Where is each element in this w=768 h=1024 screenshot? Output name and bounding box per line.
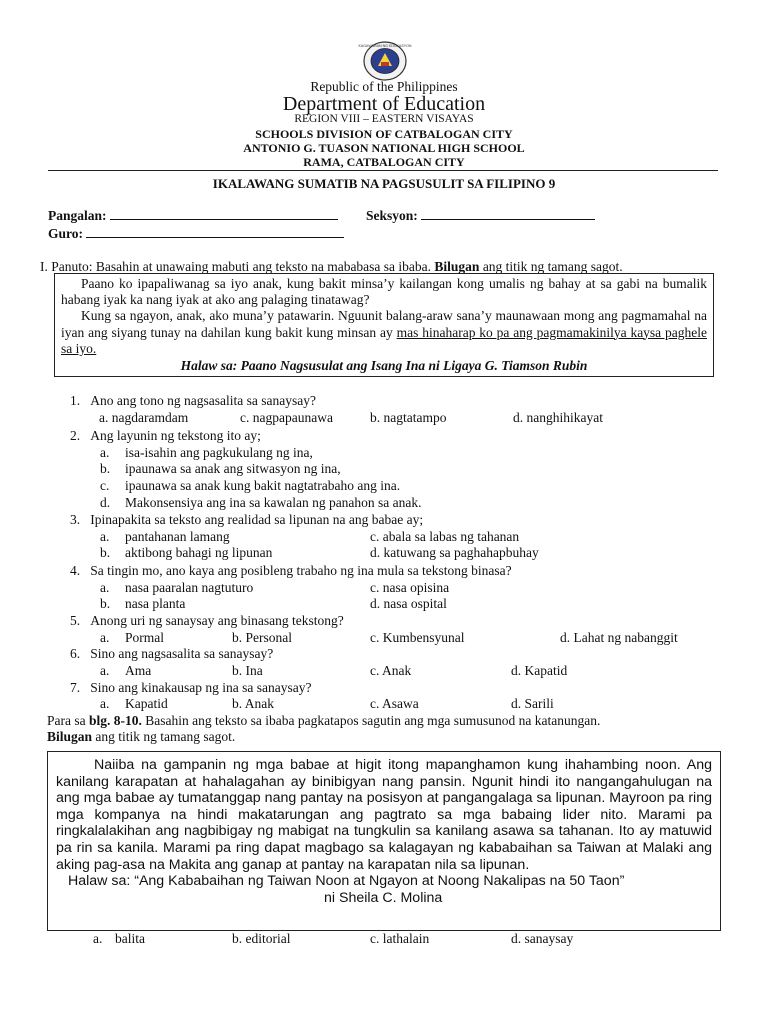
seal-text: KAGAWARAN NG EDUKASYON (358, 44, 412, 48)
department-title: Department of Education (282, 93, 486, 115)
q7-choice-b[interactable]: b. Anak (232, 696, 274, 711)
division-line: SCHOOLS DIVISION OF CATBALOGAN CITY (255, 127, 513, 141)
region-line: REGION VIII – EASTERN VISAYAS (294, 113, 474, 125)
school-line: ANTONIO G. TUASON NATIONAL HIGH SCHOOL (243, 141, 525, 155)
q1-choice-c[interactable]: c. nagpapaunawa (240, 410, 333, 425)
passage-2-text: Naiiba na gampanin ng mga babae at higit itong mapanghamon kung ihahambing noon. Ang kanilang karapatan at hahalagahan ay binibigyan nang pansin. Ngunit hindi ito nangangahulugan na ang mga babae ay tumatanggap nang pantay na posisyon at pangangalaga sa lipunan. Mayroon pa ring mga kompanya na hindi makatarungan ang pagtrato sa mga babaing lider nito. Marami pa ringkalalakihan ang nagbibigay ng mabigat na tungkulin sa kanilang asawa sa tahanan. Ito ay matuwid pa rin sa kanila. Marami pa ring dapat magbago sa kalagayan ng kababaihan sa Taiwan at Malaki ang aking pag-asa na Makita ang ganap at pantay na karapatan nila sa lipunan. (56, 757, 712, 873)
question-4: 4. Sa tingin mo, ano kaya ang posibleng trabaho ng ina mula sa tekstong binasa? (70, 563, 512, 578)
instruction-number: I. (40, 259, 48, 274)
section-label: Seksyon: (366, 208, 418, 223)
q4-choice-b[interactable]: b. nasa planta (100, 596, 186, 611)
name-blank[interactable] (110, 208, 338, 220)
passage-1-source: Halaw sa: Paano Nagsusulat ang Isang Ina ni Ligaya G. Tiamson Rubin (180, 357, 588, 373)
teacher-label: Guro: (48, 226, 84, 241)
q1-choice-a[interactable]: a. nagdaramdam (99, 410, 189, 425)
q6-choice-b[interactable]: b. Ina (232, 663, 263, 678)
deped-seal-logo (358, 40, 412, 82)
header-divider (48, 170, 718, 171)
q2-choice-c[interactable]: c. ipaunawa sa anak kung bakit nagtatrabaho ang ina. (100, 478, 401, 493)
passage-2-author: ni Sheila C. Molina (324, 889, 443, 906)
republic-line: Republic of the Philippines (310, 79, 458, 94)
q8-choice-a[interactable]: a. balita (93, 931, 145, 946)
address-line: RAMA, CATBALOGAN CITY (303, 155, 465, 169)
passage-2-source: Halaw sa: “Ang Kababaihan ng Taiwan Noon at Ngayon at Noong Nakalipas na 50 Taon” (68, 873, 625, 890)
q5-choice-d[interactable]: d. Lahat ng nabanggit (560, 630, 678, 645)
question-2: 2. Ang layunin ng tekstong ito ay; (70, 428, 261, 443)
question-1: 1. Ano ang tono ng nagsasalita sa sanaysay? (70, 393, 316, 408)
q8-choice-b[interactable]: b. editorial (232, 931, 291, 946)
name-field[interactable] (48, 208, 338, 224)
question-5: 5. Anong uri ng sanaysay ang binasang tekstong? (70, 613, 344, 628)
q5-choice-a[interactable]: a. Pormal (100, 630, 164, 645)
q2-choice-a[interactable]: a. isa-isahin ang pagkukulang ng ina, (100, 445, 313, 460)
q5-choice-b[interactable]: b. Personal (232, 630, 292, 645)
q6-choice-c[interactable]: c. Anak (370, 663, 412, 678)
q1-choice-b[interactable]: b. nagtatampo (370, 410, 447, 425)
q8-choice-d[interactable]: d. sanaysay (511, 931, 574, 946)
q7-choice-a[interactable]: a. Kapatid (100, 696, 168, 711)
q2-choice-b[interactable]: b. ipaunawa sa anak ang sitwasyon ng ina, (100, 461, 341, 476)
instruction-2: Para sa blg. 8-10. Basahin ang teksto sa ibaba pagkatapos sagutin ang mga sumusunod na katanungan. Bilugan ang titik ng tamang sagot. (47, 713, 601, 745)
q7-choice-d[interactable]: d. Sarili (511, 696, 554, 711)
instruction-bold: Bilugan (434, 259, 480, 274)
q4-choice-c[interactable]: c. nasa opisina (370, 580, 450, 595)
passage-1-box (54, 273, 714, 377)
q3-choice-c[interactable]: c. abala sa labas ng tahanan (370, 529, 520, 544)
exam-title: IKALAWANG SUMATIB NA PAGSUSULIT SA FILIPINO 9 (212, 176, 556, 191)
question-3: 3. Ipinapakita sa teksto ang realidad sa lipunan na ang babae ay; (70, 512, 424, 527)
q3-choice-d[interactable]: d. katuwang sa paghahapbuhay (370, 545, 539, 560)
q6-choice-d[interactable]: d. Kapatid (511, 663, 568, 678)
instruction-1: I. Panuto: Basahin at unawaing mabuti ang teksto na mababasa sa ibaba. Bilugan ang titik ng tamang sagot. (40, 259, 623, 274)
q4-choice-a[interactable]: a. nasa paaralan nagtuturo (100, 580, 254, 595)
q3-choice-a[interactable]: a. pantahanan lamang (100, 529, 230, 544)
teacher-blank[interactable] (86, 226, 344, 238)
question-6: 6. Sino ang nagsasalita sa sanaysay? (70, 646, 274, 661)
passage-1-p2: Kung sa ngayon, anak, ako muna’y patawarin. Nguunit balang-araw sana’y maunawaan mong ang pagmamahal na iyan ang siyang tunay na dahilan kung bakit kung minsan ay mas hinaharap ko pa ang pagmamakinilya kaysa paghele sa iyo. (61, 308, 708, 356)
section-blank[interactable] (421, 208, 595, 220)
q3-choice-b[interactable]: b. aktibong bahagi ng lipunan (100, 545, 273, 560)
underlined-phrase: mas hinaharap ko pa ang pagmamakinilya kaysa paghele sa iyo. (61, 324, 708, 356)
name-label: Pangalan: (48, 208, 107, 223)
q4-choice-d[interactable]: d. nasa ospital (370, 596, 447, 611)
passage-1-p1: Paano ko ipapaliwanag sa iyo anak, kung bakit minsa’y kailangan kong umalis ng bahay at sa gabi na bumalik habang iyak ka nang iyak at ako ang palaging tinatawag? (61, 276, 707, 308)
passage-2-box (47, 751, 721, 931)
q1-choice-d[interactable]: d. nanghihikayat (513, 410, 603, 425)
teacher-field[interactable] (48, 226, 344, 242)
section-field[interactable] (366, 208, 595, 224)
q2-choice-d[interactable]: d. Makonsensiya ang ina sa kawalan ng panahon sa anak. (100, 495, 422, 510)
q6-choice-a[interactable]: a. Ama (100, 663, 152, 678)
q8-choice-c[interactable]: c. lathalain (370, 931, 430, 946)
q5-choice-c[interactable]: c. Kumbensyunal (370, 630, 465, 645)
q7-choice-c[interactable]: c. Asawa (370, 696, 419, 711)
question-7: 7. Sino ang kinakausap ng ina sa sanaysay? (70, 680, 312, 695)
